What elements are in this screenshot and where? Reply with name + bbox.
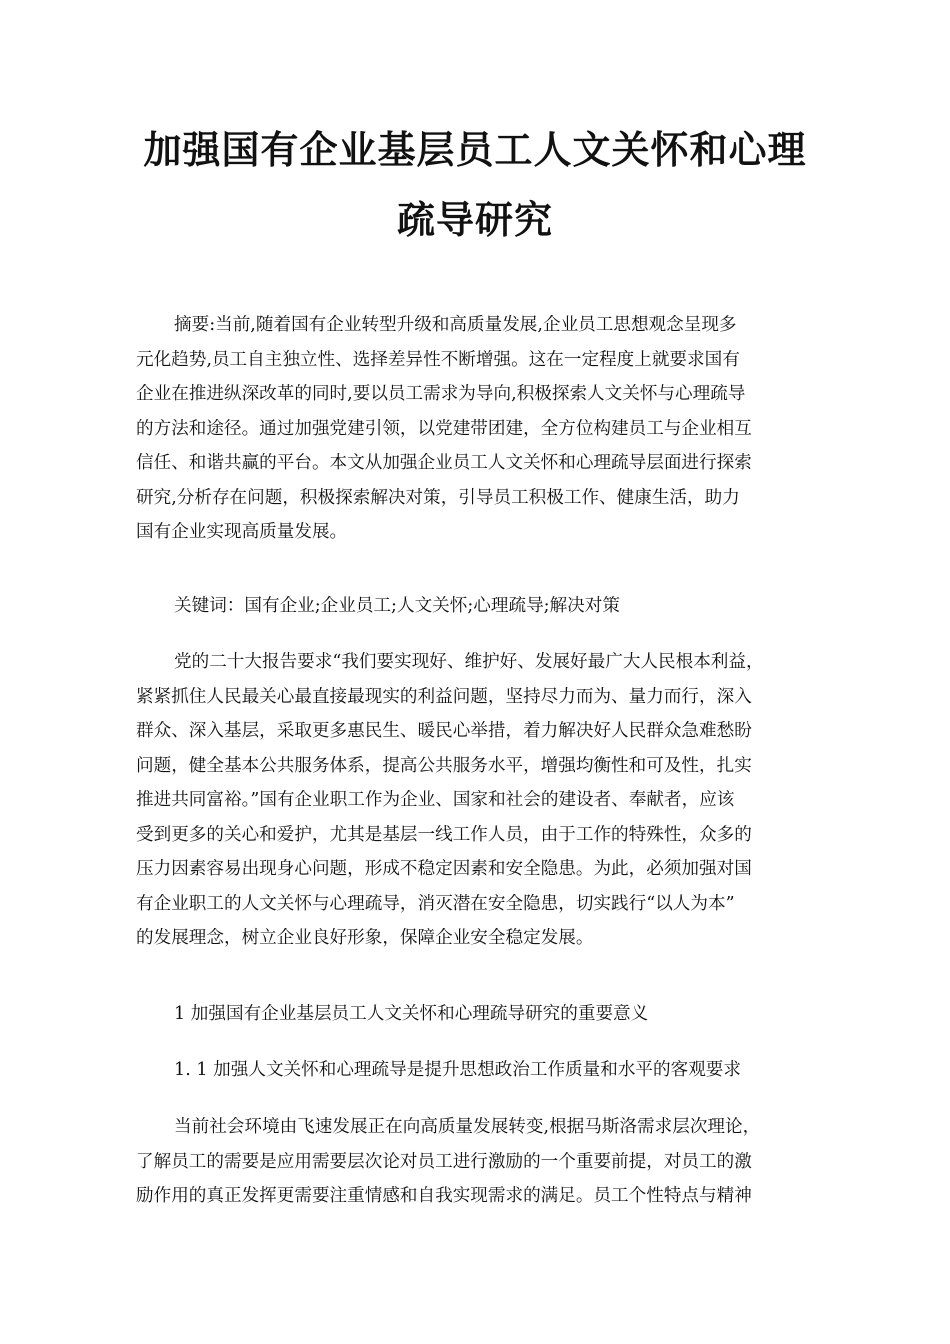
body-line: 紧紧抓住人民最关心最直接最现实的利益问题，坚持尽力而为、量力而行，深入	[136, 686, 752, 707]
abstract-paragraph	[136, 308, 826, 550]
document-title-line-2: 疏导研究	[396, 198, 553, 242]
body-line: 当前社会环境由飞速发展正在向高质量发展转变,根据马斯洛需求层次理论，	[174, 1117, 761, 1137]
intro-paragraph	[136, 645, 826, 956]
section-heading-1	[136, 997, 826, 1032]
keywords-line: 关键词：国有企业;企业员工;人文关怀;心理疏导;解决对策	[174, 596, 620, 616]
abstract-line: 元化趋势,员工自主独立性、选择差异性不断增强。这在一定程度上就要求国有	[136, 349, 740, 370]
keywords-paragraph	[136, 589, 826, 624]
abstract-line: 的方法和途径。通过加强党建引领，以党建带团建，全方位构建员工与企业相互	[136, 418, 752, 439]
abstract-line: 国有企业实现高质量发展。	[136, 522, 348, 542]
body-line: 党的二十大报告要求“我们要实现好、维护好、发展好最广大人民根本利益，	[174, 652, 764, 672]
body-line: 压力因素容易出现身心问题，形成不稳定因素和安全隐患。为此，必须加强对国	[136, 859, 752, 879]
body-line: 的发展理念，树立企业良好形象，保障企业安全稳定发展。	[136, 928, 594, 948]
section-heading-text: 1 加强国有企业基层员工人文关怀和心理疏导研究的重要意义	[174, 1004, 649, 1024]
abstract-line: 信任、和谐共赢的平台。本文从加强企业员工人文关怀和心理疏导层面进行探索	[136, 453, 752, 473]
abstract-line: 企业在推进纵深改革的同时,要以员工需求为导向,积极探索人文关怀与心理疏导	[136, 384, 746, 404]
abstract-line: 研究,分析存在问题，积极探索解决对策，引导员工积极工作、健康生活，助力	[136, 487, 740, 508]
body-line: 励作用的真正发挥更需要注重情感和自我实现需求的满足。员工个性特点与精神	[136, 1186, 752, 1206]
body-line: 有企业职工的人文关怀与心理疏导，消灭潜在安全隐患，切实践行“以人为本”	[136, 893, 735, 914]
abstract-line: 摘要:当前,随着国有企业转型升级和高质量发展,企业员工思想观念呈现多	[174, 315, 737, 335]
body-line: 推进共同富裕。”国有企业职工作为企业、国家和社会的建设者、奉献者，应该	[136, 790, 735, 810]
section-heading-1-1	[136, 1053, 826, 1088]
body-line: 了解员工的需要是应用需要层次论对员工进行激励的一个重要前提，对员工的激	[136, 1151, 752, 1172]
body-line: 问题，健全基本公共服务体系，提高公共服务水平，增强均衡性和可及性，扎实	[136, 755, 752, 776]
subsection-heading-text: 1. 1 加强人文关怀和心理疏导是提升思想政治工作质量和水平的客观要求	[174, 1060, 741, 1080]
document-title-line-1: 加强国有企业基层员工人文关怀和心理	[143, 128, 807, 172]
body-line: 受到更多的关心和爱护，尤其是基层一线工作人员，由于工作的特殊性，众多的	[136, 824, 752, 845]
body-line: 群众、深入基层，采取更多惠民生、暖民心举措，着力解决好人民群众急难愁盼	[136, 721, 752, 741]
section-1-1-paragraph	[136, 1110, 826, 1214]
